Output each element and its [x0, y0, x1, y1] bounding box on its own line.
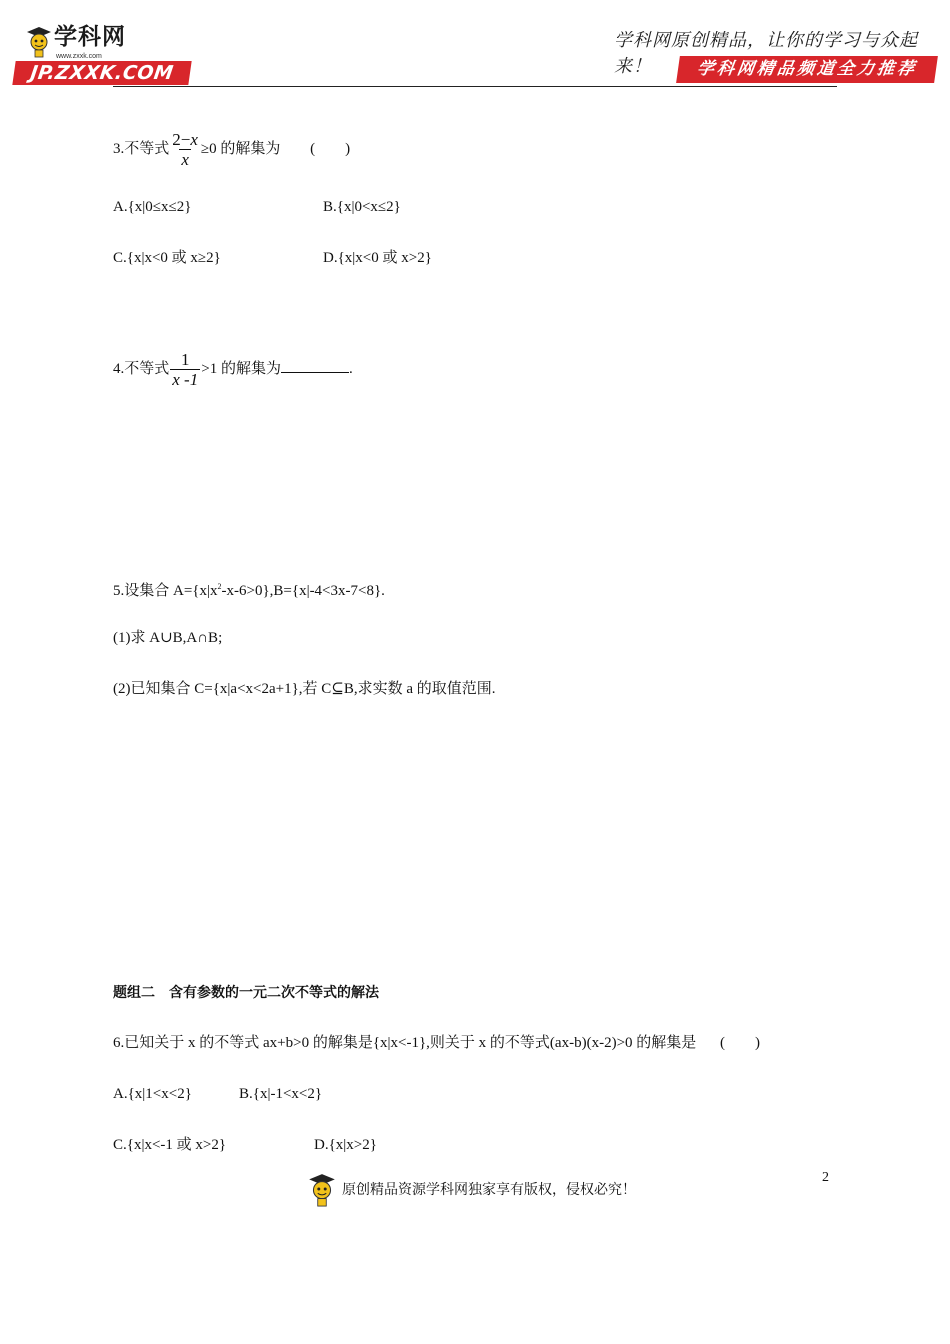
- q6-option-d: D.{x|x>2}: [314, 1137, 377, 1153]
- logo-text: 学科网: [54, 24, 126, 50]
- slogan: 学科网原创精品，让你的学习与众起来！: [614, 30, 918, 77]
- q6-option-a: A.{x|1<x<2}: [113, 1086, 192, 1102]
- q3-suffix: ≥0 的解集为: [200, 140, 281, 157]
- section-heading: 题组二 含有参数的一元二次不等式的解法: [113, 985, 379, 1001]
- q4-answer-blank: [281, 358, 349, 373]
- q5-part-2: (2)已知集合 C={x|a<x<2a+1},若 C⊆B,求实数 a 的取值范围.: [113, 681, 496, 697]
- question-4: 4.不等式 $\frac{1}{x -1}$ >1 的解集为 .: [113, 350, 353, 389]
- q3-fraction: $\frac{2-x}{x}$: [172, 130, 198, 169]
- question-3: [113, 130, 350, 169]
- footer: [306, 1170, 636, 1208]
- mascot-icon: [24, 24, 54, 58]
- q3-option-a: A.{x|0≤x≤2}: [113, 199, 192, 215]
- q6-option-c: C.{x|x<-1 或 x>2}: [113, 1137, 227, 1153]
- q6-option-b: B.{x|-1<x<2}: [239, 1086, 323, 1102]
- header-rule: [113, 86, 837, 87]
- q6-answer-paren: ( ): [720, 1035, 761, 1051]
- question-5: 5.设集合 $A=\{x|x^2-x-6>0\},B=\{x|-4<3x-7<8\}$.: [113, 582, 385, 599]
- q3-option-c: C.{x|x<0 或 x≥2}: [113, 250, 221, 266]
- copyright-notice: 原创精品资源学科网独家享有版权，侵权必究！: [342, 1182, 636, 1198]
- jp-banner: JP.ZXXK.COM: [12, 61, 191, 85]
- q4-fraction: $\frac{1}{x -1}$: [172, 350, 199, 389]
- q3-option-d: D.{x|x<0 或 x>2}: [323, 250, 432, 266]
- q4-prefix: 4.不等式: [113, 360, 170, 377]
- page-number: 2: [822, 1170, 829, 1185]
- q4-suffix: >1 的解集为: [201, 360, 281, 377]
- question-6: 6.已知关于 x 的不等式 ax+b>0 的解集是{x|x<-1},则关于 x 的不等式(ax-b)(x-2)>0 的解集是 ( ): [113, 1035, 761, 1051]
- q3-prefix: 3.不等式: [113, 140, 170, 157]
- logo-url: www.zxxk.com: [56, 53, 102, 60]
- site-logo: [24, 24, 126, 58]
- mascot-icon: [306, 1170, 338, 1208]
- recommend-banner: 学科网精品频道全力推荐: [676, 56, 938, 83]
- q3-option-b: B.{x|0<x≤2}: [323, 199, 401, 215]
- q3-answer-paren: ( ): [310, 140, 351, 157]
- q5-part-1: (1)求 A∪B,A∩B;: [113, 630, 223, 646]
